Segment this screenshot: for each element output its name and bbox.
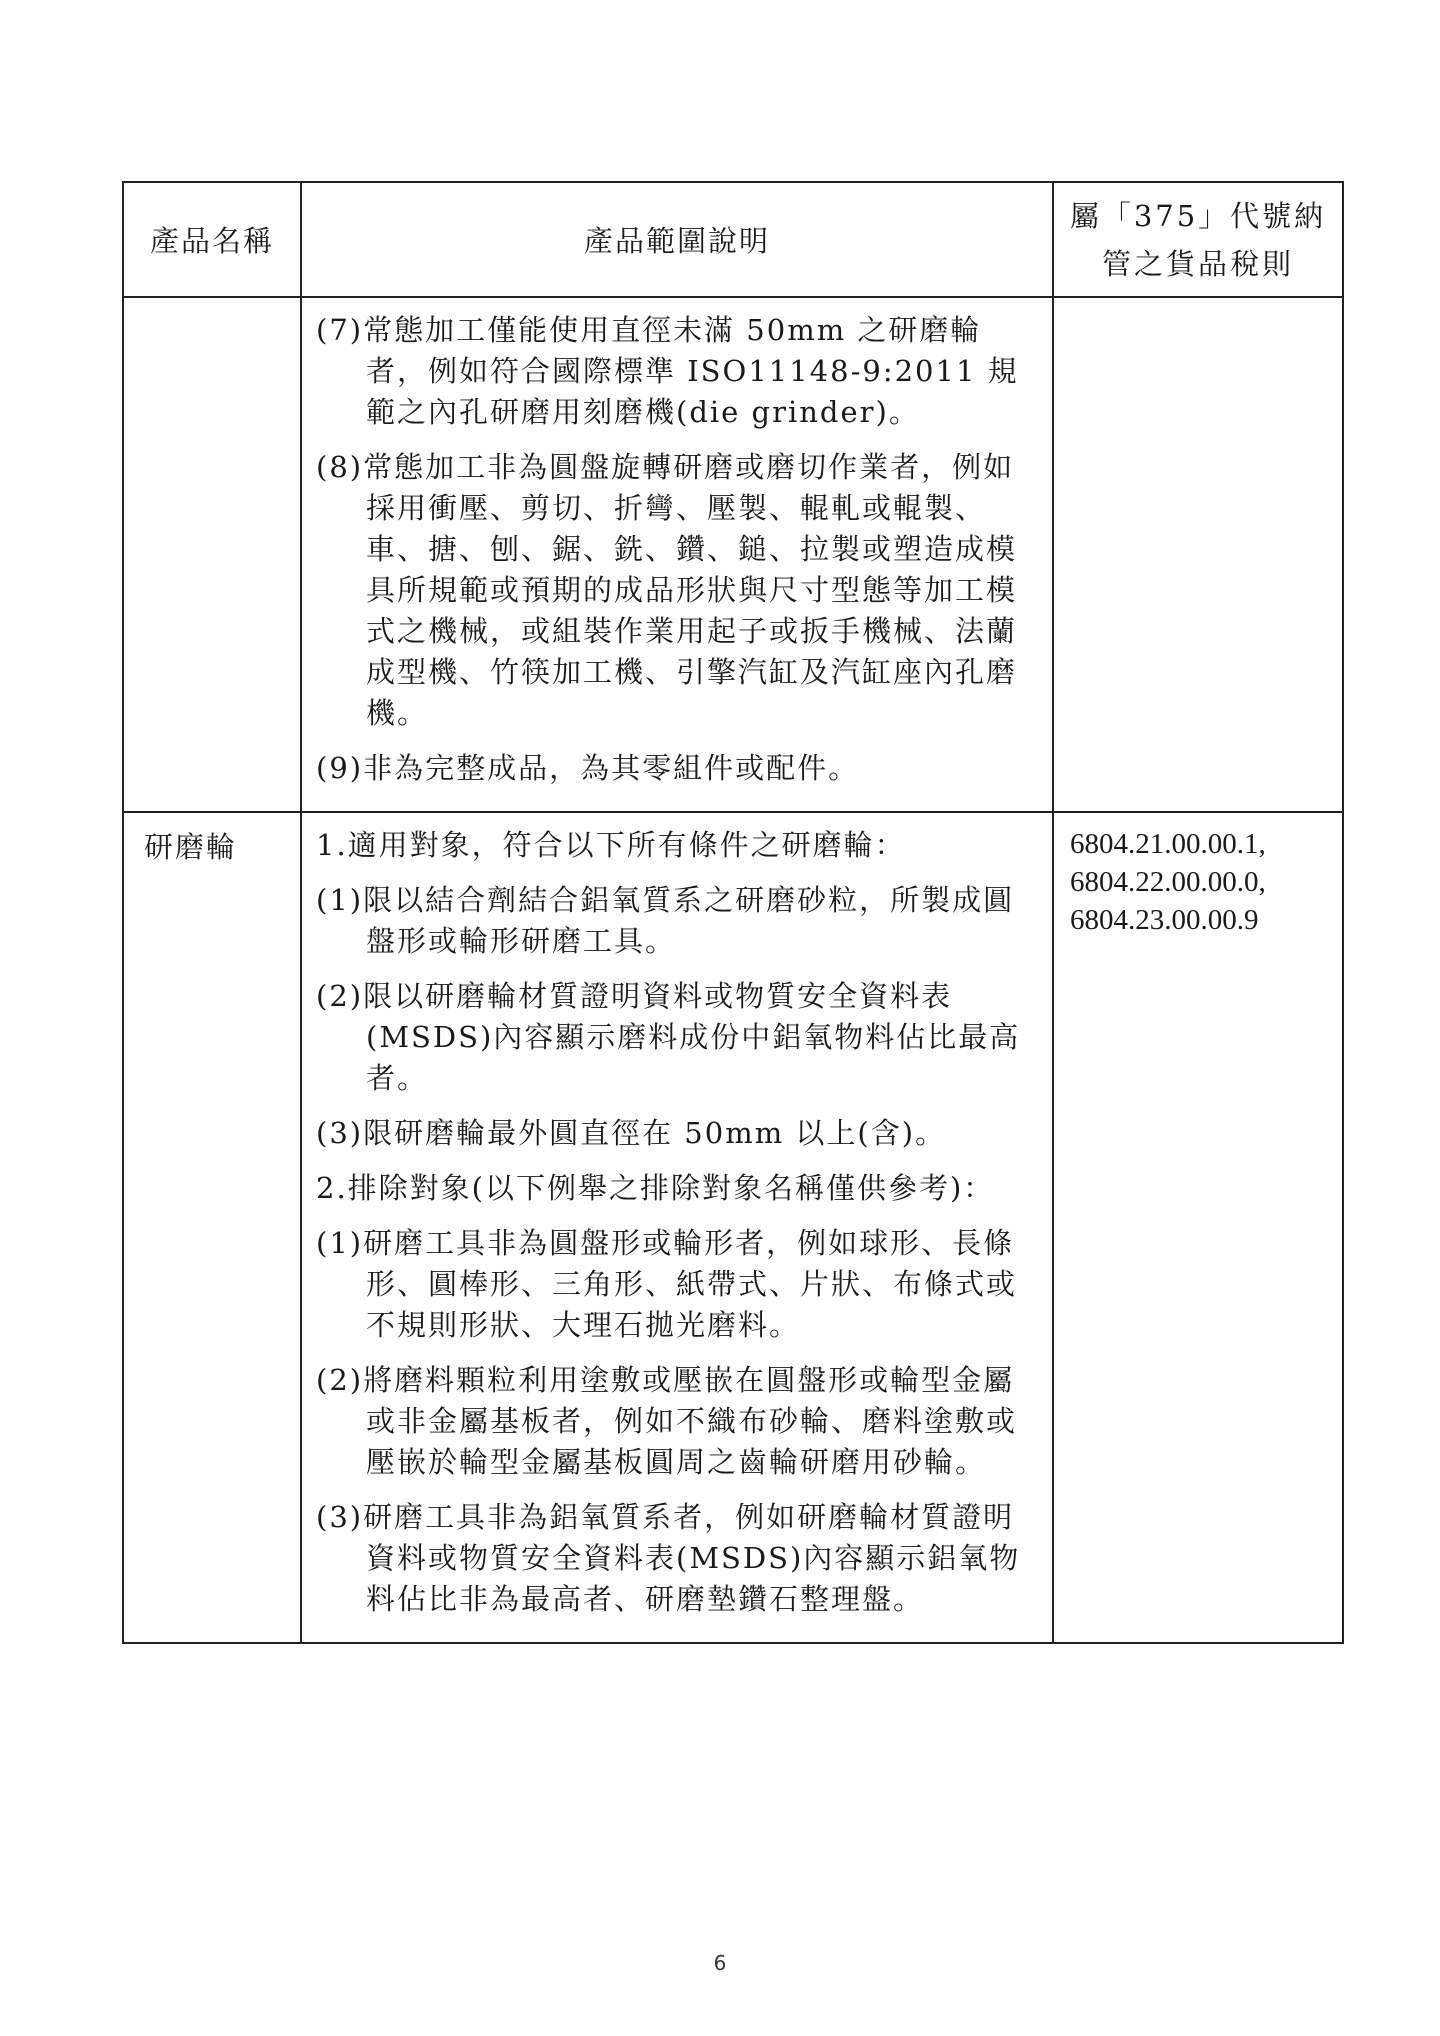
tariff-code-cell — [1053, 812, 1343, 1643]
tariff-code: 6804.21.00.00.1, — [1070, 828, 1266, 860]
product-scope-cell — [301, 812, 1053, 1643]
tariff-code: 6804.22.00.00.0, — [1070, 866, 1266, 898]
header-product-name — [123, 182, 301, 297]
scope-paragraph: (3)研磨工具非為鋁氧質系者，例如研磨輪材質證明資料或物質安全資料表(MSDS)內容顯示鋁氧物料佔比非為最高者、研磨墊鑽石整理盤。 — [316, 1500, 1021, 1616]
tariff-code: 6804.23.00.00.9 — [1070, 904, 1259, 936]
header-tariff-code-line1: 屬「375」代號納 — [1069, 198, 1327, 233]
product-scope-cell — [301, 297, 1053, 812]
scope-paragraph: (2)將磨料顆粒利用塗敷或壓嵌在圓盤形或輪型金屬或非金屬基板者，例如不織布砂輪、磨料塗敷或壓嵌於輪型金屬基板圓周之齒輪研磨用砂輪。 — [316, 1363, 1018, 1479]
table-row — [123, 297, 1343, 812]
header-product-scope-text: 產品範圍說明 — [583, 224, 770, 258]
scope-paragraph: (1)研磨工具非為圓盤形或輪形者，例如球形、長條形、圓棒形、三角形、紙帶式、片狀、布條式或不規則形狀、大理石拋光磨料。 — [316, 1226, 1018, 1342]
scope-paragraph: 2.排除對象(以下例舉之排除對象名稱僅供參考)： — [316, 1171, 995, 1205]
scope-paragraph: 1.適用對象，符合以下所有條件之研磨輪： — [316, 828, 906, 862]
product-name-cell — [123, 297, 301, 812]
scope-paragraph: (1)限以結合劑結合鋁氧質系之研磨砂粒，所製成圓盤形或輪形研磨工具。 — [316, 883, 1015, 958]
tariff-code-cell — [1053, 297, 1343, 812]
product-scope-table — [122, 181, 1344, 1644]
header-product-name-text: 產品名稱 — [149, 224, 274, 258]
page-number: 6 — [713, 1951, 727, 1975]
scope-paragraph: (2)限以研磨輪材質證明資料或物質安全資料表(MSDS)內容顯示磨料成份中鋁氧物料佔比最高者。 — [316, 979, 1021, 1095]
table-header-row — [123, 182, 1343, 297]
scope-paragraph: (3)限研磨輪最外圓直徑在 50mm 以上(含)。 — [316, 1116, 947, 1150]
product-name-cell: 研磨輪 — [123, 812, 301, 1643]
header-tariff-code — [1053, 182, 1343, 297]
scope-paragraph: (9)非為完整成品，為其零組件或配件。 — [316, 751, 860, 785]
header-product-scope — [301, 182, 1053, 297]
header-tariff-code-line2: 管之貨品稅則 — [1101, 246, 1294, 281]
scope-paragraph: (7)常態加工僅能使用直徑未滿 50mm 之研磨輪者，例如符合國際標準 ISO11148-9:2011 規範之內孔研磨用刻磨機(die grinder)。 — [316, 313, 1019, 429]
scope-paragraph: (8)常態加工非為圓盤旋轉研磨或磨切作業者，例如採用衝壓、剪切、折彎、壓製、輥軋或輥製、車、搪、刨、鋸、銑、鑽、鎚、拉製或塑造成模具所規範或預期的成品形狀與尺寸型態等加工模式之機械，或組裝作業用起子或扳手機械、法蘭成型機、竹筷加工機、引擎汽缸及汽缸座內孔磨機。 — [316, 450, 1018, 730]
table-row — [123, 812, 1343, 1643]
